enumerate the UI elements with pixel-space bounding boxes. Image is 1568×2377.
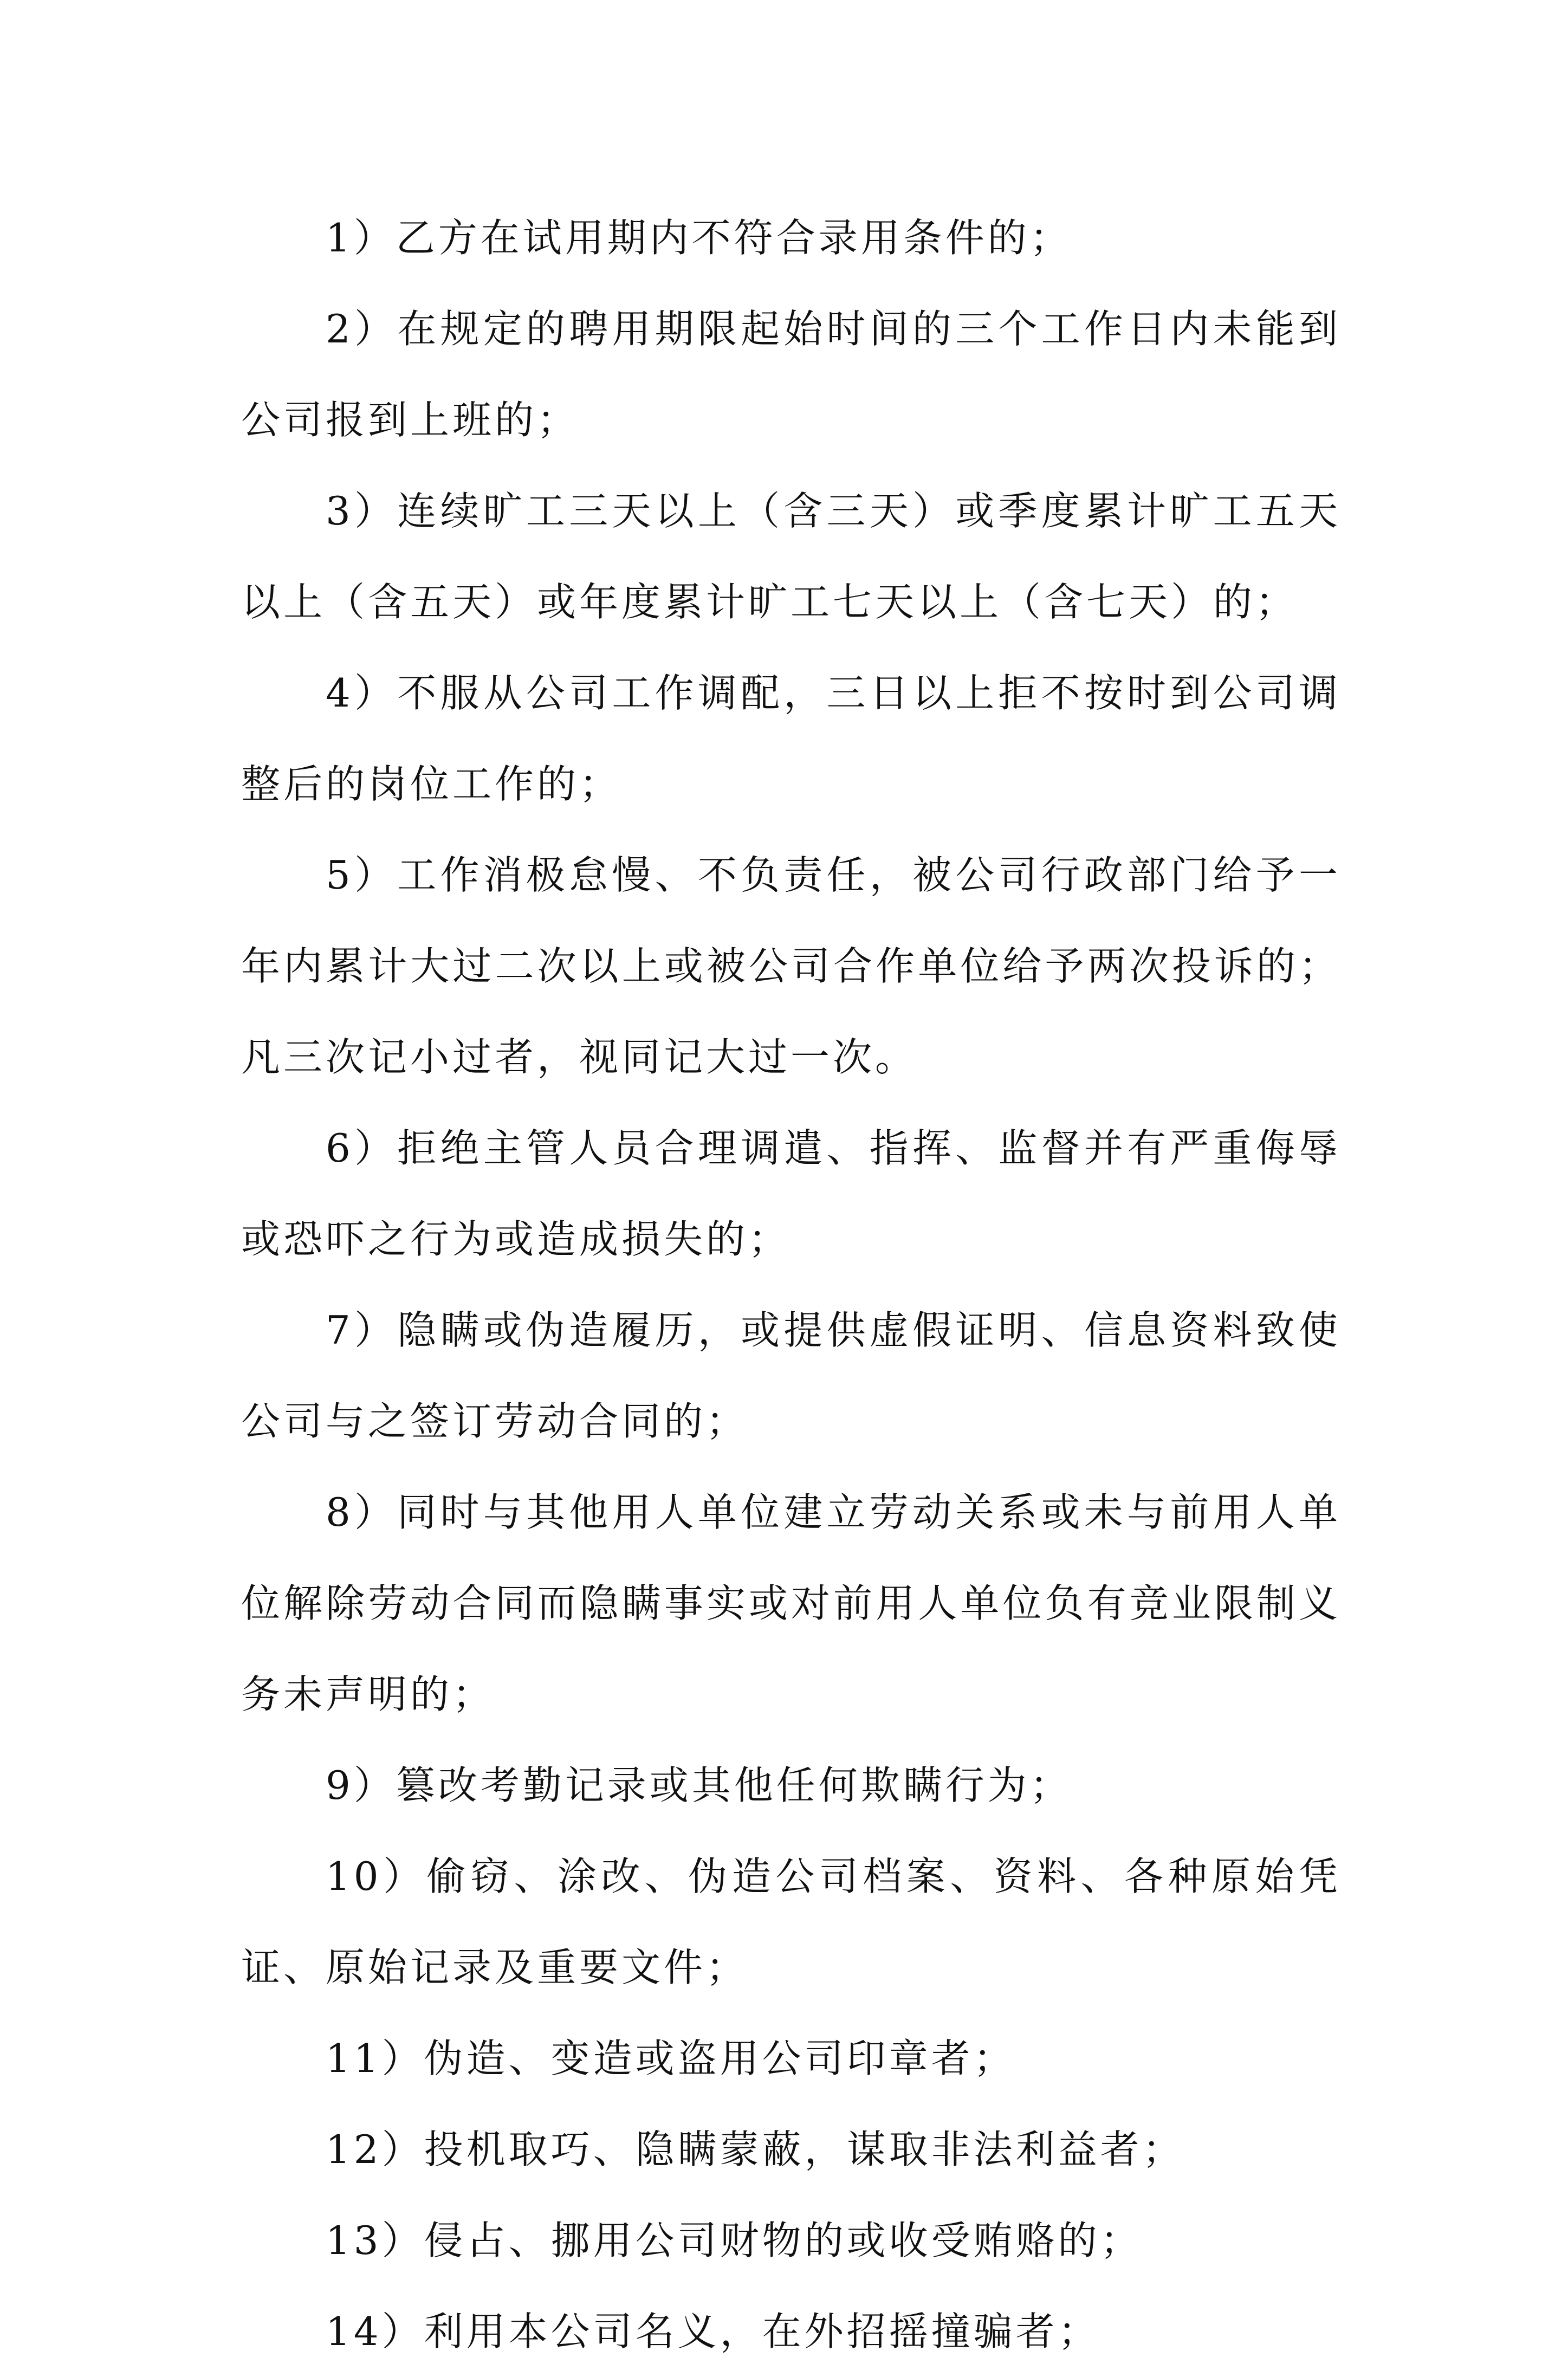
clause-4: 4）不服从公司工作调配，三日以上拒不按时到公司调整后的岗位工作的；	[241, 670, 1341, 807]
clause-11: 11）伪造、变造或盗用公司印章者；	[326, 2036, 1016, 2081]
clause-6: 6）拒绝主管人员合理调遣、指挥、监督并有严重侮辱或恐吓之行为或造成损失的；	[241, 1125, 1341, 1262]
clause-12: 12）投机取巧、隐瞒蒙蔽，谋取非法利益者；	[326, 2127, 1185, 2172]
clause-8: 8）同时与其他用人单位建立劳动关系或未与前用人单位解除劳动合同而隐瞒事实或对前用人单位负有竞业限制义务未声明的；	[241, 1489, 1341, 1717]
clause-9: 9）篡改考勤记录或其他任何欺瞒行为；	[326, 1763, 1072, 1808]
clause-7: 7）隐瞒或伪造履历，或提供虚假证明、信息资料致使公司与之签订劳动合同的；	[241, 1307, 1341, 1444]
clause-2: 2）在规定的聘用期限起始时间的三个工作日内未能到公司报到上班的；	[241, 306, 1341, 443]
clause-13: 13）侵占、挪用公司财物的或收受贿赂的；	[326, 2218, 1143, 2263]
clause-5: 5）工作消极怠慢、不负责任，被公司行政部门给予一年内累计大过二次以上或被公司合作单位给予两次投诉的；凡三次记小过者，视同记大过一次。	[241, 852, 1341, 1080]
clause-14: 14）利用本公司名义，在外招摇撞骗者；	[326, 2309, 1100, 2354]
clause-3: 3）连续旷工三天以上（含三天）或季度累计旷工五天以上（含五天）或年度累计旷工七天以上（含七天）的；	[241, 488, 1341, 625]
clause-1: 1）乙方在试用期内不符合录用条件的；	[326, 215, 1072, 261]
document-body	[241, 192, 1341, 2377]
clause-10: 10）偷窃、涂改、伪造公司档案、资料、各种原始凭证、原始记录及重要文件；	[241, 1854, 1341, 1990]
